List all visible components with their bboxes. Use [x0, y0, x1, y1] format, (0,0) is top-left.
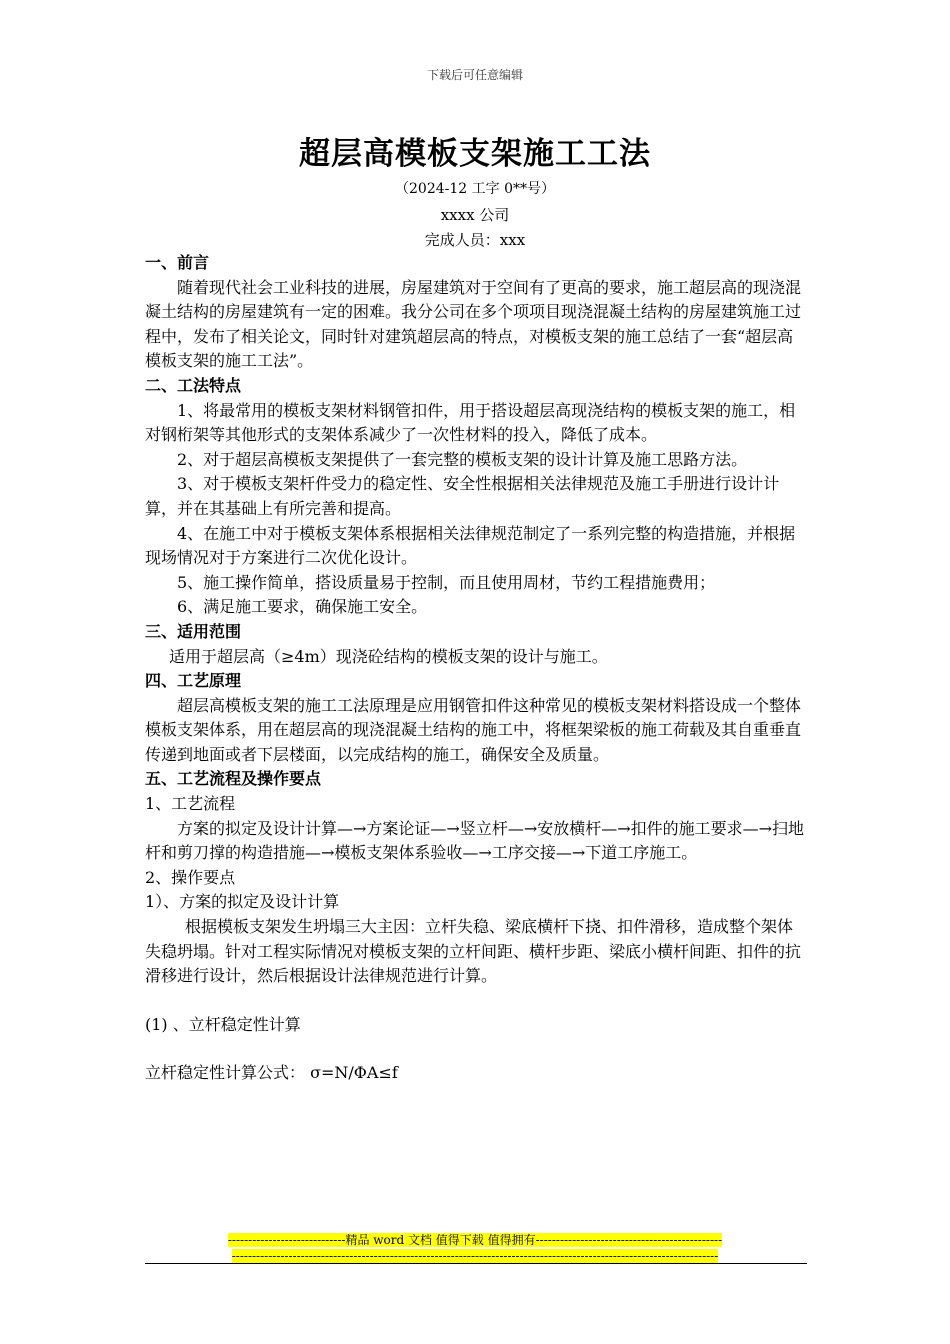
- header-note: 下载后可任意编辑: [426, 68, 523, 82]
- document-title: 超层高模板支架施工工法: [299, 136, 651, 172]
- plan-design-paragraph: 根据模板支架发生坍塌三大主因：立杆失稳、梁底横杆下挠、扣件滑移，造成整个架体失稳坍塌。针对工程实际情况对模板支架的立杆间距、横杆步距、梁底小横杆间距、扣件的抗滑移进行设计，然后根据设计法律规范进行计算。: [145, 917, 802, 986]
- scope-paragraph: 适用于超层高（≥4m）现浇砼结构的模板支架的设计与施工。: [169, 646, 608, 666]
- preface-paragraph: 随着现代社会工业科技的进展，房屋建筑对于空间有了更高的要求，施工超层高的现浇混凝土结构的房屋建筑有一定的困难。我分公司在多个项项目现浇混凝土结构的房屋建筑施工过程中，发布了相关论文，同时针对建筑超层高的特点，对模板支架的施工总结了一套“超层高模板支架的施工工法”。: [145, 277, 802, 371]
- process-flow-paragraph: 方案的拟定及设计计算—→方案论证—→竖立杆—→安放横杆—→扣件的施工要求—→扫地杆和剪刀撑的构造措施—→模板支架体系验收—→工序交接—→下道工序施工。: [145, 818, 805, 863]
- document-body: [145, 251, 807, 1086]
- feature-item-3: 3、对于模板支架杆件受力的稳定性、安全性根据相关法律规范及施工手册进行设计计算，并在其基础上有所完善和提高。: [145, 474, 780, 518]
- section-heading-features: 二、工法特点: [145, 375, 242, 395]
- footer-banner-line-2: [0, 1245, 950, 1264]
- footer-banner-text-2: ------------------------------------------------------------------------------------------------------------------------: [231, 1249, 719, 1263]
- section-heading-principle: 四、工艺原理: [145, 671, 242, 691]
- feature-item-1: 1、将最常用的模板支架材料钢管扣件，用于搭设超层高现浇结构的模板支架的施工，相对钢桁架等其他形式的支架体系减少了一次性材料的投入，降低了成本。: [145, 400, 796, 445]
- subheading-operation-points: 2、操作要点: [145, 867, 236, 887]
- principle-paragraph: 超层高模板支架的施工工法原理是应用钢管扣件这种常见的模板支架材料搭设成一个整体模板支架体系，用在超层高的现浇混凝土结构的施工中，将框架梁板的施工荷载及其自重垂直传递到地面或者下层楼面，以完成结构的施工，确保安全及质量。: [145, 695, 802, 764]
- feature-item-6: 6、满足施工要求，确保施工安全。: [177, 597, 428, 617]
- subheading-plan-design: 1）、方案的拟定及设计计算: [145, 892, 340, 912]
- subheading-process-flow: 1、工艺流程: [145, 794, 236, 814]
- calc-heading: (1) 、立杆稳定性计算: [145, 1014, 301, 1034]
- author-line: 完成人员：xxx: [424, 231, 526, 249]
- document-number: （2024-12 工字 0**号）: [395, 181, 555, 197]
- feature-item-5: 5、施工操作简单，搭设质量易于控制，而且使用周材，节约工程措施费用；: [177, 572, 716, 592]
- company-name: xxxx 公司: [440, 206, 510, 224]
- feature-item-4: 4、在施工中对于模板支架体系根据相关法律规范制定了一系列完整的构造措施，并根据现场情况对于方案进行二次优化设计。: [145, 523, 796, 568]
- footer-divider: [145, 1263, 807, 1264]
- section-heading-preface: 一、前言: [145, 253, 210, 272]
- feature-item-2: 2、对于超层高模板支架提供了一套完整的模板支架的设计计算及施工思路方法。: [177, 449, 748, 469]
- formula-line: 立杆稳定性计算公式： σ=N/ΦA≤f: [145, 1063, 398, 1083]
- footer-banner-text-1: -----------------------------精品 word 文档 值得下载 值得拥有----------------------------------------------: [227, 1233, 723, 1247]
- section-heading-scope: 三、适用范围: [145, 621, 242, 641]
- section-heading-process: 五、工艺流程及操作要点: [145, 769, 322, 789]
